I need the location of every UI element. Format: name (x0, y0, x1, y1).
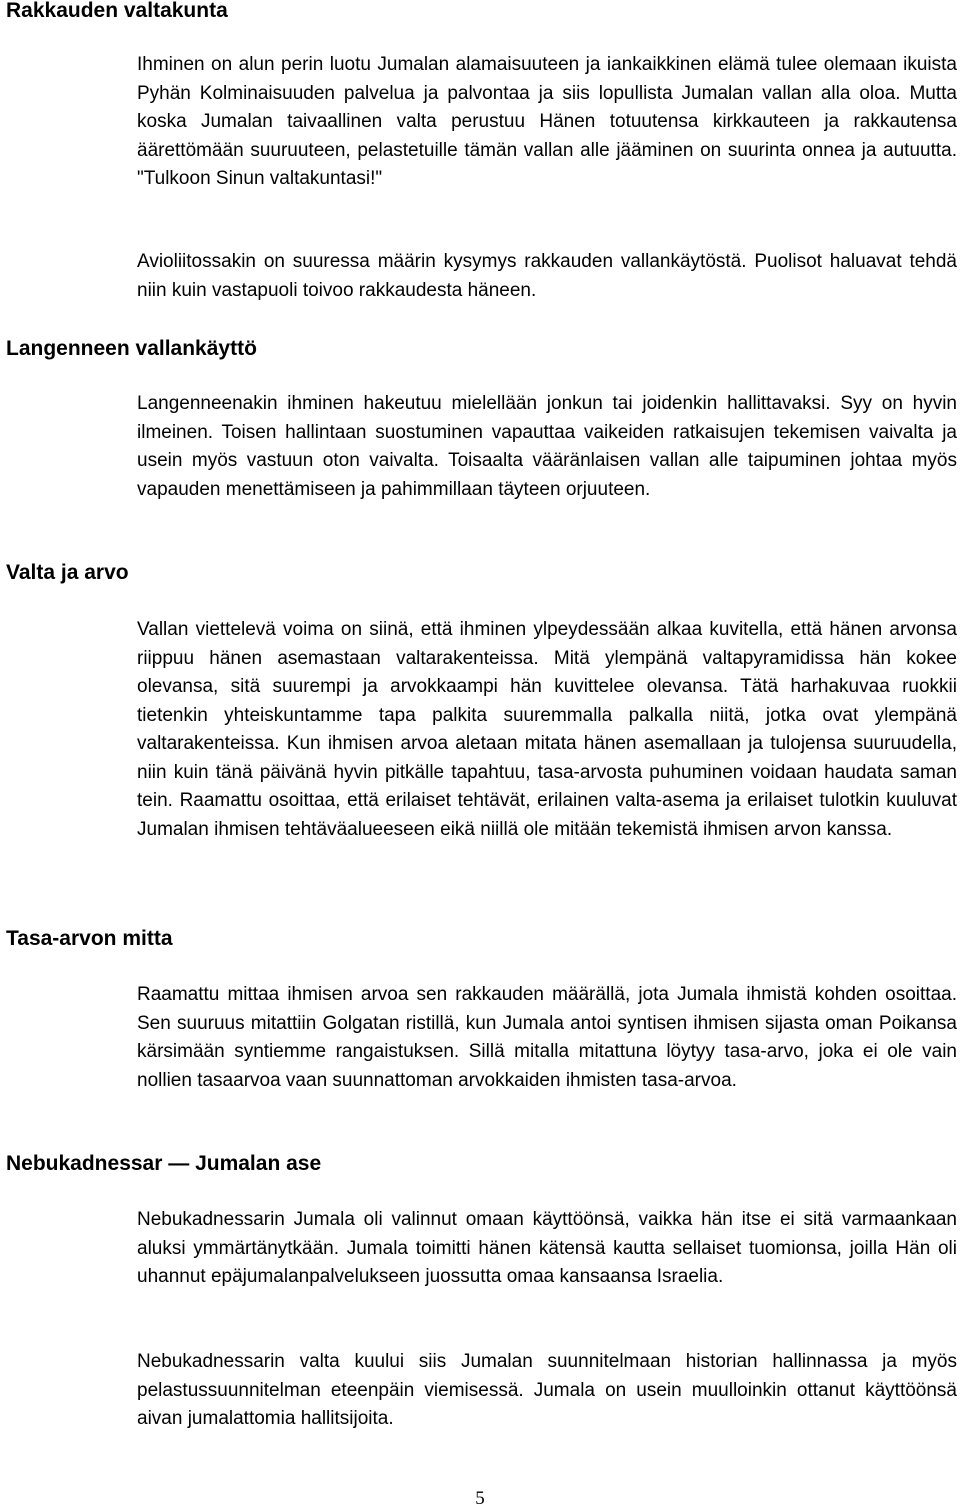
paragraph: Raamattu mittaa ihmisen arvoa sen rakkauden määrällä, jota Jumala ihmistä kohden osoittaa. Sen suuruus mitattiin Golgatan ristillä, kun Jumala antoi syntisen ihmisen sijasta oman Poikansa kärsimään syntiemme rangaistuksen. Sillä mitalla mitattuna löytyy tasa-arvo, joka ei ole vain nollien tasaarvoa vaan suunnattoman arvokkaiden ihmisten tasa-arvoa. (137, 984, 957, 1091)
paragraph: Avioliitossakin on suuressa määrin kysymys rakkauden vallankäytöstä. Puolisot haluavat tehdä niin kuin vastapuoli toivoo rakkaudesta häneen. (137, 251, 957, 301)
section-heading-tasa-arvon-mitta: Tasa-arvon mitta (6, 927, 173, 950)
section-heading-nebukadnessar-jumalan-ase: Nebukadnessar — Jumalan ase (6, 1152, 322, 1175)
paragraph: Langenneenakin ihminen hakeutuu mielellään jonkun tai joidenkin hallittavaksi. Syy on hyvin ilmeinen. Toisen hallintaan suostuminen vapauttaa vaikeiden ratkaisujen tekemisen vaivalta ja usein myös vastuun oton vaivalta. Toisaalta vääränlaisen vallan alle taipuminen johtaa myös vapauden menettämiseen ja pahimmillaan täyteen orjuuteen. (137, 393, 957, 500)
section-heading-langenneen-vallankaytto: Langenneen vallankäyttö (6, 337, 257, 360)
paragraph: Vallan viettelevä voima on siinä, että ihminen ylpeydessään alkaa kuvitella, että hänen arvonsa riippuu hänen asemastaan valtarakenteissa. Mitä ylempänä valtapyramidissa hän kokee olevansa, sitä suurempi ja arvokkaampi hän kuvittelee olevansa. Tätä harhakuvaa ruokkii tietenkin yhteiskuntamme tapa palkita suuremmalla palkalla niitä, jotka ovat ylempänä valtarakenteissa. Kun ihmisen arvoa aletaan mitata hänen asemallaan ja tulojensa suuruudella, niin kuin tänä päivänä hyvin pitkälle tapahtuu, tasa-arvosta puhuminen voidaan haudata saman tein. Raamattu osoittaa, että erilaiset tehtävät, erilainen valta-asema ja erilaiset tulotkin kuuluvat Jumalan ihmisen tehtäväalueeseen eikä niillä ole mitään tekemistä ihmisen arvon kanssa. (137, 619, 957, 840)
paragraph: Nebukadnessarin Jumala oli valinnut omaan käyttöönsä, vaikka hän itse ei sitä varmaankaan aluksi ymmärtänytkään. Jumala toimitti hänen kätensä kautta sellaiset tuomionsa, joilla Hän oli uhannut epäjumalanpalvelukseen juossutta omaa kansaansa Israelia. (137, 1209, 957, 1287)
section-heading-rakkauden-valtakunta: Rakkauden valtakunta (6, 0, 228, 22)
page-number: 5 (475, 1488, 485, 1509)
section-heading-valta-ja-arvo: Valta ja arvo (6, 561, 129, 584)
paragraph: Ihminen on alun perin luotu Jumalan alamaisuuteen ja iankaikkinen elämä tulee olemaan ikuista Pyhän Kolminaisuuden palvelua ja palvontaa ja siis lopullista Jumalan vallan alla oloa. Mutta koska Jumalan taivaallinen valta perustuu Hänen totuutensa kirkkauteen ja rakkautensa äärettömään suuruuteen, pelastetuille tämän vallan alle jääminen on suurinta onnea ja autuutta. "Tulkoon Sinun valtakuntasi!" (137, 54, 957, 189)
paragraph: Nebukadnessarin valta kuului siis Jumalan suunnitelmaan historian hallinnassa ja myös pelastussuunnitelman eteenpäin viemisessä. Jumala on usein muulloinkin ottanut käyttöönsä aivan jumalattomia hallitsijoita. (137, 1351, 957, 1429)
